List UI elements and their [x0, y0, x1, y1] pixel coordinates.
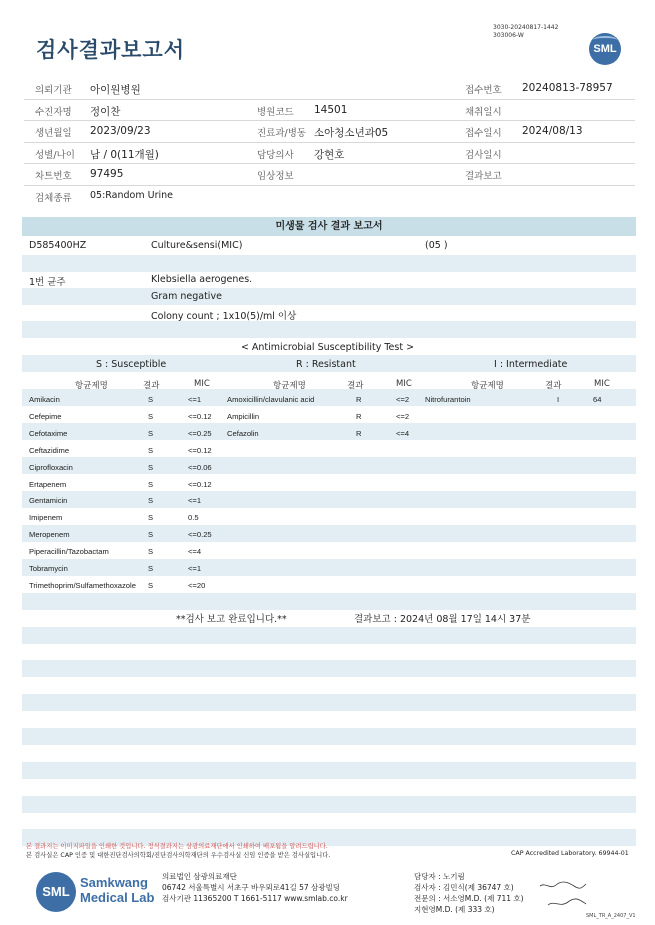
ast-drug: Ceftazidime: [29, 445, 70, 455]
form-version: SML_TR_A_2407_V1: [586, 913, 636, 919]
ast-result: S: [148, 445, 154, 455]
sex-age-value: 남 / 0(11개월): [90, 148, 159, 161]
notice-red: 본 결과지는 이미지파일을 인쇄한 것입니다. 정식결과지는 삼광의료재단에서 인쇄하여 배포됨을 알려드립니다.: [26, 843, 328, 850]
dob-label: 생년월일: [35, 128, 72, 139]
ast-result: S: [148, 496, 154, 506]
ast-drug: Trimethoprim/Sulfamethoxazole: [29, 580, 136, 590]
ast-mic: <=0.25: [188, 428, 212, 438]
info-row: [24, 164, 635, 186]
ast-mic: <=4: [188, 547, 202, 557]
stripe-band: [22, 288, 636, 305]
patient-info-table: [24, 78, 635, 206]
stripe-band: [22, 321, 636, 338]
info-row: [24, 78, 635, 100]
ast-drug: Cefepime: [29, 411, 62, 421]
brand-line2: Medical Lab: [80, 890, 155, 905]
stripe-band: [22, 423, 636, 440]
address-line2: 06742 서울특별시 서초구 바우뫼로41길 57 삼광빌딩: [162, 883, 341, 892]
col3-result-header: 결과: [545, 381, 562, 391]
hospital-label: 의뢰기관: [35, 85, 72, 96]
signatories: [414, 871, 524, 915]
ast-result: S: [148, 411, 154, 421]
stripe-band: [22, 457, 636, 474]
document-id-line1: 3030-20240817-1442: [493, 24, 559, 31]
organism-name: Klebsiella aerogenes.: [151, 274, 253, 285]
stripe-band: [22, 255, 636, 272]
ast-mic: <=0.25: [188, 530, 212, 540]
report-complete: **검사 보고 완료입니다.**: [176, 614, 287, 625]
sml-footer-logo-icon: SML: [36, 872, 76, 912]
legend-intermediate: I : Intermediate: [494, 359, 568, 370]
receipt-no-label: 접수번호: [465, 85, 502, 96]
clinical-label: 임상정보: [257, 171, 294, 182]
micro-section-title: 미생물 검사 결과 보고서: [22, 217, 636, 236]
ast-mic: <=2: [396, 395, 410, 404]
ast-mic: 0.5: [188, 513, 199, 523]
ast-result: S: [148, 513, 154, 523]
name-label: 수진자명: [35, 106, 72, 118]
receipt-date-label: 접수일시: [465, 128, 502, 139]
ast-drug: Cefotaxime: [29, 428, 68, 438]
stripe-band: [22, 525, 636, 542]
legend-resistant: R : Resistant: [296, 359, 356, 370]
ast-result: S: [148, 428, 154, 438]
test-code: D585400HZ: [29, 240, 87, 251]
cap-accreditation: CAP Accredited Laboratory. 69944-01: [511, 850, 629, 857]
ast-drug: Amikacin: [29, 395, 60, 404]
test-number: (05 ): [425, 240, 448, 251]
info-row: [24, 100, 635, 122]
ast-drug: Piperacillin/Tazobactam: [29, 547, 109, 557]
staff-line2: 검사자 : 김민식(제 36747 호): [414, 883, 514, 892]
lab-address: [162, 871, 348, 904]
dept-value: 소아청소년과05: [314, 127, 389, 139]
address-line1: 의료법인 삼광의료재단: [162, 872, 237, 881]
dob-value: 2023/09/23: [90, 125, 151, 137]
col2-result-header: 결과: [347, 381, 364, 391]
report-title: 검사결과보고서: [36, 38, 186, 62]
specimen-value: 05:Random Urine: [90, 189, 174, 201]
stripe-band: [22, 559, 636, 576]
ast-result: S: [148, 530, 154, 540]
doctor-label: 담당의사: [257, 149, 294, 161]
col1-mic-header: MIC: [194, 379, 210, 389]
ast-drug: Cefazolin: [227, 428, 259, 438]
name-value: 정이찬: [90, 105, 121, 118]
stripe-band: [22, 491, 636, 508]
organism-label: 1번 균주: [29, 277, 66, 288]
ast-mic: <=1: [188, 564, 202, 573]
ast-mic: <=0.12: [188, 479, 212, 489]
col3-mic-header: MIC: [594, 379, 610, 389]
test-name: Culture&sensi(MIC): [151, 240, 243, 251]
stripe-band: [22, 660, 636, 677]
chart-no-value: 97495: [90, 168, 124, 180]
staff-line4: 지현영M.D. (제 333 호): [414, 905, 495, 914]
test-date-label: 검사일시: [465, 149, 502, 161]
notice-cap: 본 검사실은 CAP 인증 및 대한진단검사의학회/진단검사의학재단의 우수검사실 신임 인증을 받은 검사실입니다.: [26, 852, 331, 859]
ast-mic: <=1: [188, 395, 202, 404]
chart-no-label: 차트번호: [35, 171, 72, 182]
ast-mic: <=20: [188, 580, 206, 590]
stripe-band: [22, 762, 636, 779]
stripe-band: [22, 389, 636, 406]
specimen-label: 검체종류: [35, 192, 72, 204]
ast-mic: 64: [593, 395, 602, 404]
signature-icon: [538, 880, 588, 910]
stripe-band: [22, 593, 636, 610]
ast-title: < Antimicrobial Susceptibility Test >: [240, 342, 415, 353]
ast-drug: Ciprofloxacin: [29, 462, 73, 472]
col3-drug-header: 항균제명: [471, 381, 504, 391]
info-row: [24, 121, 635, 143]
staff-line3: 전문의 : 서소영M.D. (제 711 호): [414, 894, 524, 903]
stripe-band: [22, 694, 636, 711]
ast-result: I: [557, 395, 560, 404]
gram-stain: Gram negative: [151, 291, 222, 302]
ast-drug: Meropenem: [29, 530, 70, 540]
document-id: [493, 24, 558, 40]
receipt-no-value: 20240813-78957: [522, 82, 613, 94]
ast-mic: <=1: [188, 496, 202, 506]
collect-date-label: 채취일시: [465, 106, 502, 118]
col1-result-header: 결과: [143, 381, 160, 391]
ast-result: S: [148, 462, 154, 472]
ast-result: S: [148, 580, 154, 590]
stripe-band: [22, 796, 636, 813]
stripe-band: [22, 728, 636, 745]
doctor-value: 강현호: [314, 148, 345, 161]
ast-result: S: [148, 564, 154, 573]
dept-label: 진료과/병동: [257, 128, 307, 139]
legend-susceptible: S : Susceptible: [96, 359, 167, 370]
ast-mic: <=2: [396, 411, 410, 421]
ast-mic: <=0.06: [188, 462, 212, 472]
ast-result: S: [148, 479, 154, 489]
brand-name: [80, 875, 154, 905]
ast-drug: Ertapenem: [29, 479, 67, 489]
info-row: [24, 143, 635, 165]
col2-drug-header: 항균제명: [273, 381, 306, 391]
ast-drug: Nitrofurantoin: [425, 395, 471, 404]
document-id-line2: 303006-W: [493, 32, 524, 39]
address-line3: 검사기관 11365200 T 1661-5117 www.smlab.co.kr: [162, 894, 348, 903]
hosp-code-label: 병원코드: [257, 106, 294, 118]
sex-age-label: 성별/나이: [35, 149, 75, 161]
col2-mic-header: MIC: [396, 379, 412, 389]
report-time: 결과보고 : 2024년 08월 17일 14시 37분: [354, 614, 531, 625]
ast-drug: Imipenem: [29, 513, 63, 523]
ast-result: R: [356, 428, 362, 438]
ast-drug: Gentamicin: [29, 496, 68, 506]
ast-drug: Ampicillin: [227, 411, 260, 421]
ast-mic: <=0.12: [188, 445, 212, 455]
hospital-value: 아이원병원: [90, 84, 141, 96]
ast-drug: Tobramycin: [29, 564, 68, 573]
staff-line1: 담당자 : 노기림: [414, 872, 465, 881]
receipt-date-value: 2024/08/13: [522, 125, 583, 137]
report-label: 결과보고: [465, 171, 502, 182]
ast-mic: <=4: [396, 428, 410, 438]
info-row: [24, 186, 635, 207]
ast-result: S: [148, 547, 154, 557]
ast-result: R: [356, 395, 362, 404]
brand-line1: Samkwang: [80, 875, 148, 890]
stripe-band: [22, 627, 636, 644]
ast-result: R: [356, 411, 362, 421]
ast-result: S: [148, 395, 154, 404]
ast-drug: Amoxicillin/clavulanic acid: [227, 395, 315, 404]
ast-mic: <=0.12: [188, 411, 212, 421]
sml-logo-icon: SML: [589, 33, 621, 65]
colony-count: Colony count ; 1x10(5)/ml 이상: [151, 311, 297, 322]
col1-drug-header: 항균제명: [75, 381, 108, 391]
hosp-code-value: 14501: [314, 103, 348, 116]
